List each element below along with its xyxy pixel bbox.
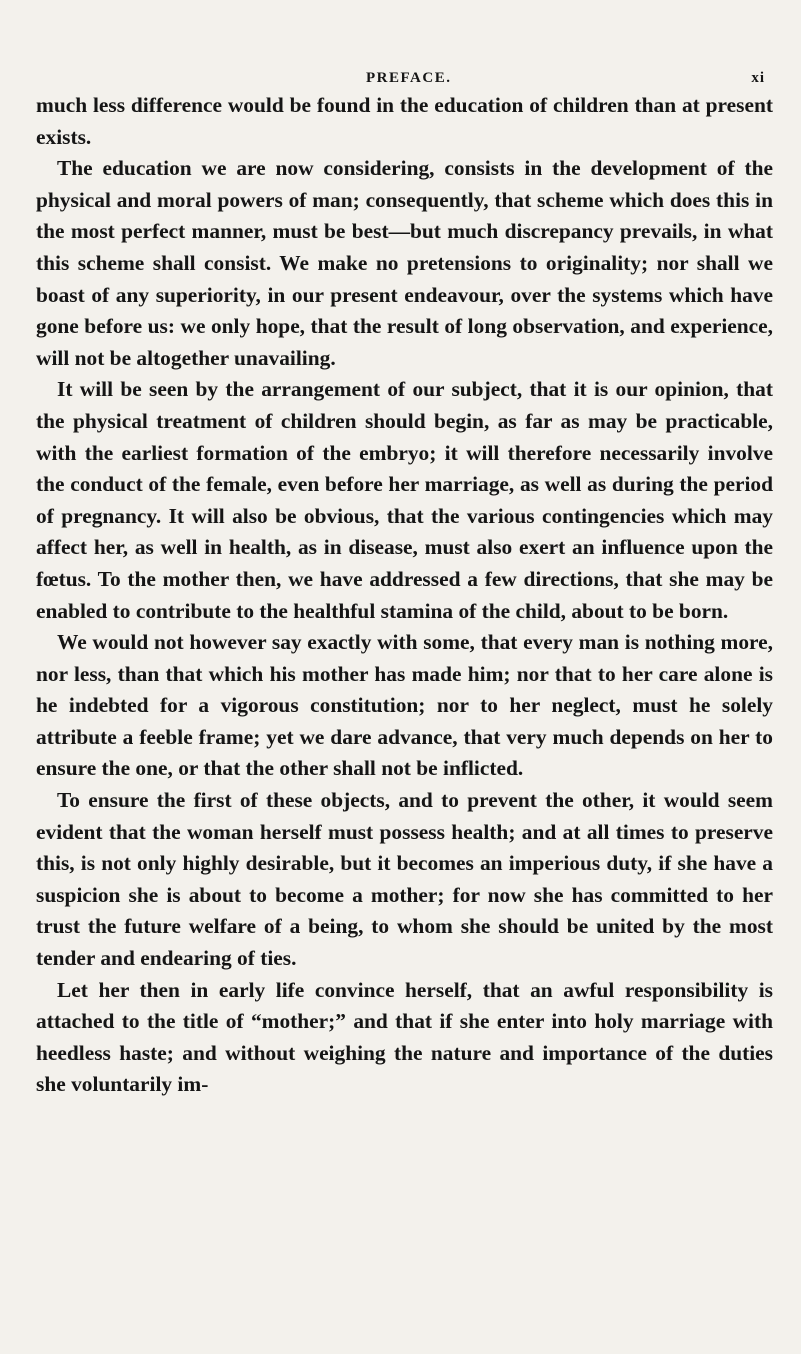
- paragraph-physical-treatment: It will be seen by the arrangement of our subject, that it is our opinion, that the physical treatment of children should begin, as far as may be practicable, with the earliest formation of the embryo; it will therefore necessarily involve the conduct of the female, even before her marriage, as well as during the period of pregnancy. It will also be obvious, that the various contingencies which may affect her, as well in health, as in disease, must also exert an influence upon the fœtus. To the mother then, we have addressed a few directions, that she may be enabled to contribute to the healthful stamina of the child, about to be born.: [36, 377, 773, 623]
- page-number: xi: [751, 70, 765, 86]
- body-text: [36, 90, 773, 1101]
- paragraph-responsibility: Let her then in early life convince herself, that an awful responsibility is attached to the title of “mother;” and that if she enter into holy marriage with heedless haste; and without weighing the nature and importance of the duties she voluntarily im-: [36, 977, 773, 1097]
- running-title: PREFACE.: [366, 70, 452, 86]
- running-head: [36, 0, 773, 90]
- paragraph-mother-influence: We would not however say exactly with some, that every man is nothing more, nor less, than that which his mother has made him; nor that to her care alone is he indebted for a vigorous constitution; nor to her neglect, must he solely attribute a feeble frame; yet we dare advance, that very much depends on her to ensure the one, or that the other shall not be inflicted.: [36, 630, 773, 781]
- paragraph-ensure-health: To ensure the first of these objects, and to prevent the other, it would seem evident that the woman herself must possess health; and at all times to preserve this, is not only highly desirable, but it becomes an imperious duty, if she have a suspicion she is about to become a mother; for now she has committed to her trust the future welfare of a being, to whom she should be united by the most tender and endearing of ties.: [36, 788, 773, 971]
- paragraph-continuation: much less difference would be found in the education of children than at present exists.: [36, 93, 773, 149]
- paragraph-education-scheme: The education we are now considering, consists in the development of the physical and moral powers of man; consequently, that scheme which does this in the most perfect manner, must be best—but much discrepancy prevails, in what this scheme shall consist. We make no pretensions to originality; nor shall we boast of any superiority, in our present endeavour, over the systems which have gone before us: we only hope, that the result of long observation, and experience, will not be altogether unavailing.: [36, 156, 773, 370]
